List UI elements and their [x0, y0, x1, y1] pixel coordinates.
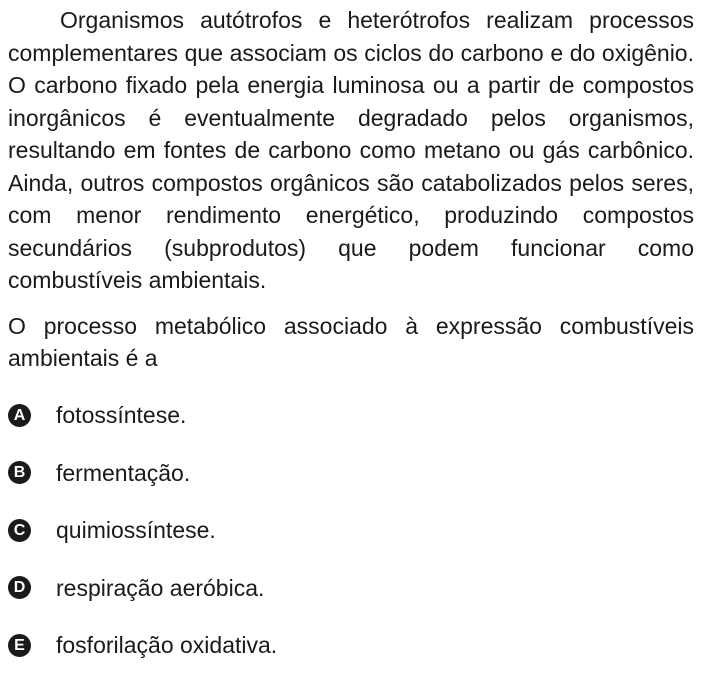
option-a[interactable] — [8, 387, 694, 445]
option-d-text: respiração aeróbica. — [56, 574, 265, 601]
question-stem: O processo metabólico associado à expressão combustíveis ambientais é a — [8, 312, 694, 371]
option-a-letter-icon: A — [8, 404, 31, 427]
option-c[interactable] — [8, 502, 694, 560]
option-a-text: fotossíntese. — [56, 402, 187, 429]
option-c-letter-icon: C — [8, 519, 31, 542]
answer-options — [8, 387, 694, 675]
passage-text: Organismos autótrofos e heterótrofos realizam processos complementares que associam os ciclos do carbono e do oxigênio. O carbono fixado pela energia luminosa ou a partir de compostos inorgânicos é eventualmente degradado pelos organismos, resultando em fontes de carbono como metano ou gás carbônico. Ainda, outros compostos orgânicos são catabolizados pelos seres, com menor rendimento energético, produzindo compostos secundários (subprodutos) que podem funcionar como combustíveis ambientais. — [8, 7, 694, 293]
option-e[interactable] — [8, 617, 694, 675]
option-d[interactable] — [8, 559, 694, 617]
question-page — [8, 4, 694, 690]
option-c-text: quimiossíntese. — [56, 517, 216, 544]
option-b-letter-icon: B — [8, 461, 31, 484]
option-b[interactable] — [8, 444, 694, 502]
option-b-text: fermentação. — [56, 459, 191, 486]
option-d-letter-icon: D — [8, 576, 31, 599]
option-e-text: fosforilação oxidativa. — [56, 632, 278, 659]
option-e-letter-icon: E — [8, 634, 31, 657]
